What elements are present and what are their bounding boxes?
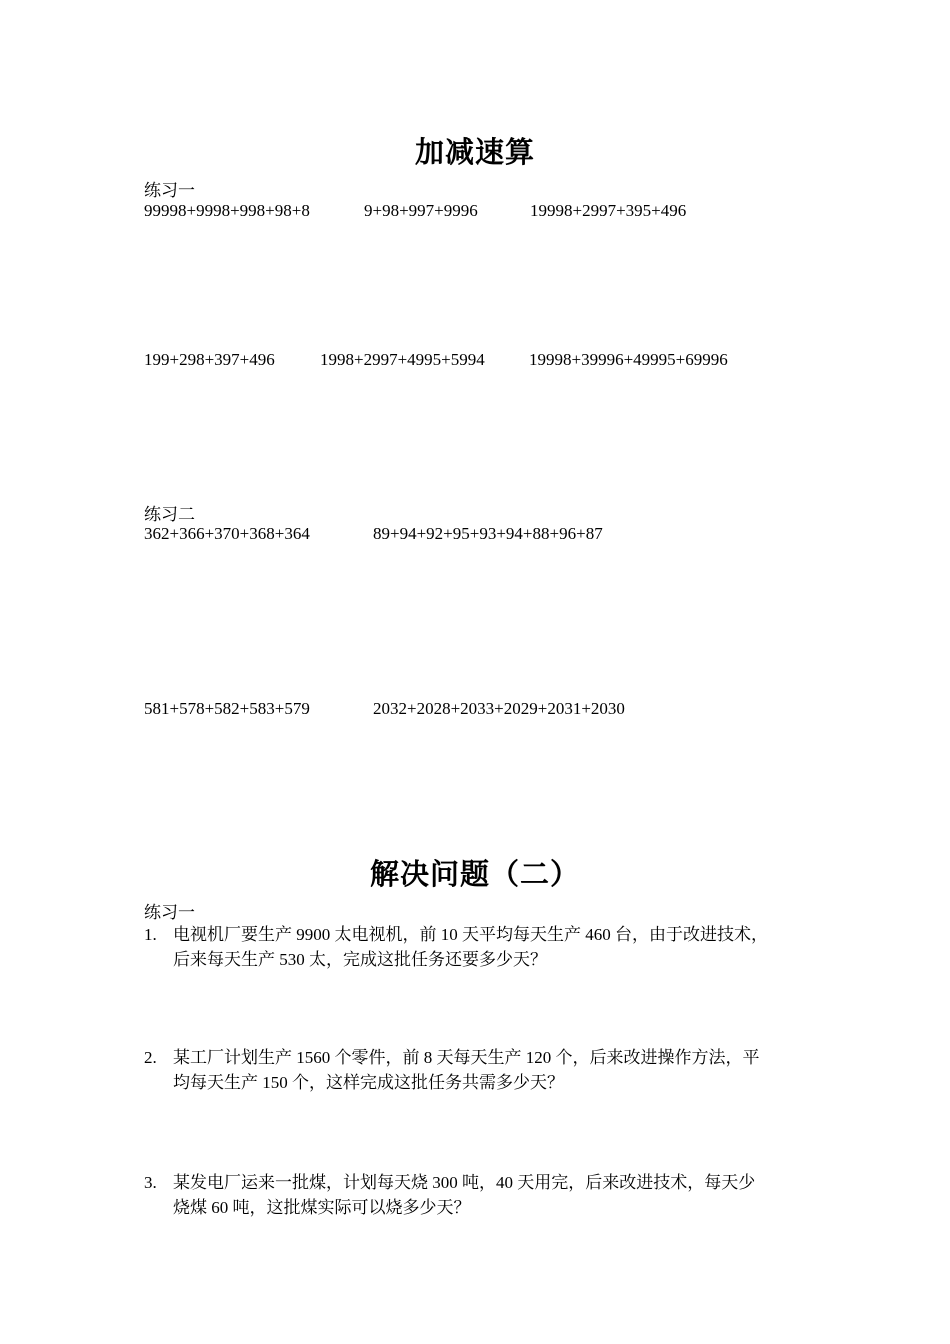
- problem-number: 1.: [144, 925, 157, 944]
- word-problem-1: [144, 922, 824, 972]
- expression: 199+298+397+496: [144, 350, 275, 369]
- problem-number: 3.: [144, 1173, 157, 1192]
- problem-number: 2.: [144, 1048, 157, 1067]
- expression: 581+578+582+583+579: [144, 699, 310, 718]
- word-problem-2: [144, 1045, 824, 1095]
- expression: 19998+2997+395+496: [530, 201, 687, 220]
- word-problem-3: [144, 1170, 824, 1220]
- expression: 89+94+92+95+93+94+88+96+87: [373, 524, 603, 543]
- problem-text: 均每天生产 150 个，这样完成这批任务共需多少天？: [173, 1073, 564, 1092]
- problem-text: 电视机厂要生产 9900 太电视机，前 10 天平均每天生产 460 台，由于改进技术，: [173, 925, 768, 944]
- exercise-label-1: 练习一: [144, 181, 195, 200]
- expression: 99998+9998+998+98+8: [144, 201, 310, 220]
- expression: 19998+39996+49995+69996: [529, 350, 728, 369]
- exercise-label-3: 练习一: [144, 903, 195, 922]
- problem-text: 某发电厂运来一批煤，计划每天烧 300 吨，40 天用完，后来改进技术，每天少: [173, 1173, 756, 1192]
- expression: 9+98+997+9996: [364, 201, 478, 220]
- exercise-label-2: 练习二: [144, 505, 195, 524]
- problem-text: 后来每天生产 530 太，完成这批任务还要多少天？: [173, 950, 547, 969]
- expression: 2032+2028+2033+2029+2031+2030: [373, 699, 625, 718]
- problem-text: 某工厂计划生产 1560 个零件，前 8 天每天生产 120 个，后来改进操作方法，平: [173, 1048, 760, 1067]
- section-title-speed-calc: 加减速算: [414, 137, 535, 169]
- expression: 1998+2997+4995+5994: [320, 350, 485, 369]
- section-title-problem-solving: 解决问题（二）: [369, 859, 580, 891]
- expression: 362+366+370+368+364: [144, 524, 310, 543]
- problem-text: 烧煤 60 吨，这批煤实际可以烧多少天？: [173, 1198, 471, 1217]
